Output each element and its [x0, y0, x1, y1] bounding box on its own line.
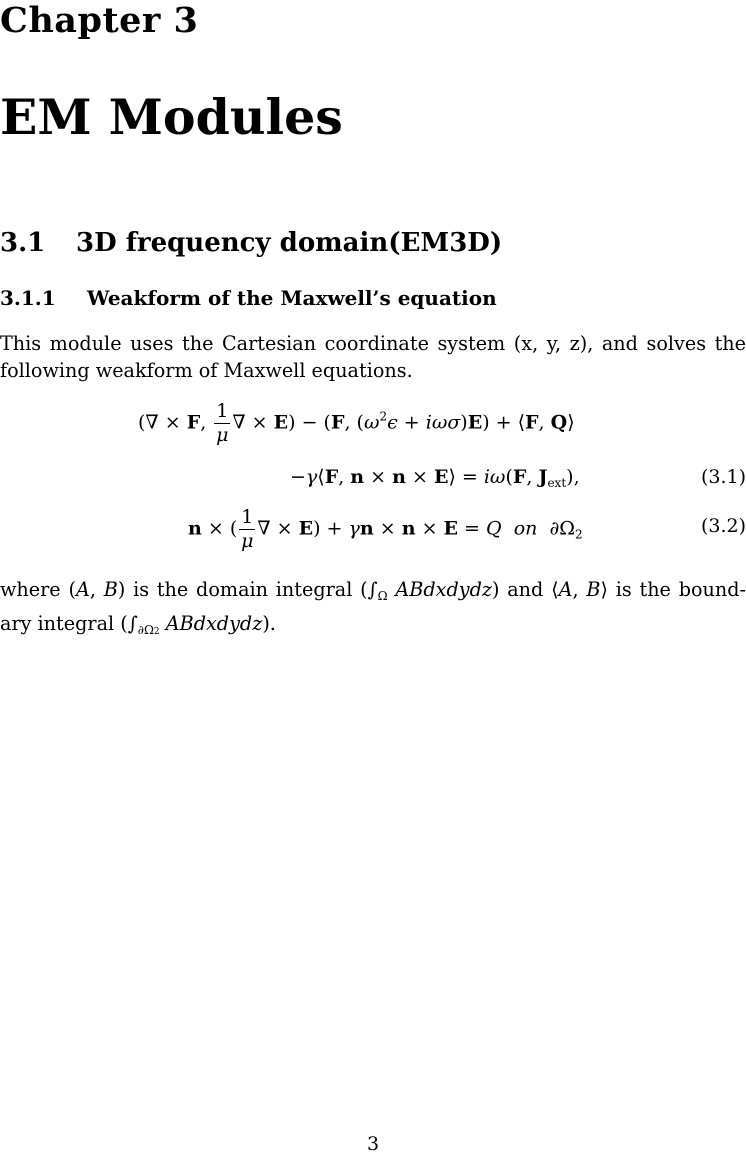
equation-line-2: −γ⟨F, n × n × E⟩ = iω(F, $J_{ext}$),: [290, 466, 580, 490]
subsection-heading: [0, 286, 497, 310]
equation-line-1: (∇ × F, $\frac{1}{\mu}$ ∇ × E) − (F, $(\omega^2\epsilon + i\omega\sigma)E$) + ⟨F, Q⟩: [138, 400, 575, 446]
section-title: 3D frequency domain(EM3D): [76, 228, 503, 258]
text-run: is the domain integral (: [125, 578, 368, 601]
chapter-title: EM Modules: [0, 88, 343, 146]
page-number: 3: [366, 1133, 380, 1155]
text-run: where: [0, 578, 69, 601]
chapter-label: Chapter 3: [0, 0, 199, 41]
fraction: $\frac{1}{\mu}$: [216, 400, 229, 446]
paragraph-integrals: where (A, B) is the domain integral ($\int_\Omega$ ABdxdydz) and ⟨A, B⟩ is the bound-ary integral ($\int_{\partial\Omega 2}$ ABdxdydz).: [0, 578, 746, 637]
paragraph-intro: This module uses the Cartesian coordinate system (x, y, z), and solves the following weakform of Maxwell equations.: [0, 332, 746, 382]
section-number: 3.1: [0, 228, 46, 258]
equation-line-3: n × ( $\frac{1}{\mu}$ ∇ × E) + γn × n × E = Q on $\partial\Omega_2$: [188, 506, 583, 552]
equation-number-2: (3.2): [700, 515, 746, 537]
subsection-number: 3.1.1: [0, 286, 56, 310]
fraction: $\frac{1}{\mu}$: [241, 506, 254, 552]
text-run: is the bound-ary integral (: [0, 578, 746, 635]
text-run: ) and: [491, 578, 552, 601]
equation-number-1: (3.1): [700, 466, 746, 488]
subsection-title: Weakform of the Maxwell’s equation: [87, 286, 497, 310]
on-word: on: [513, 517, 538, 540]
section-heading: [0, 228, 502, 258]
